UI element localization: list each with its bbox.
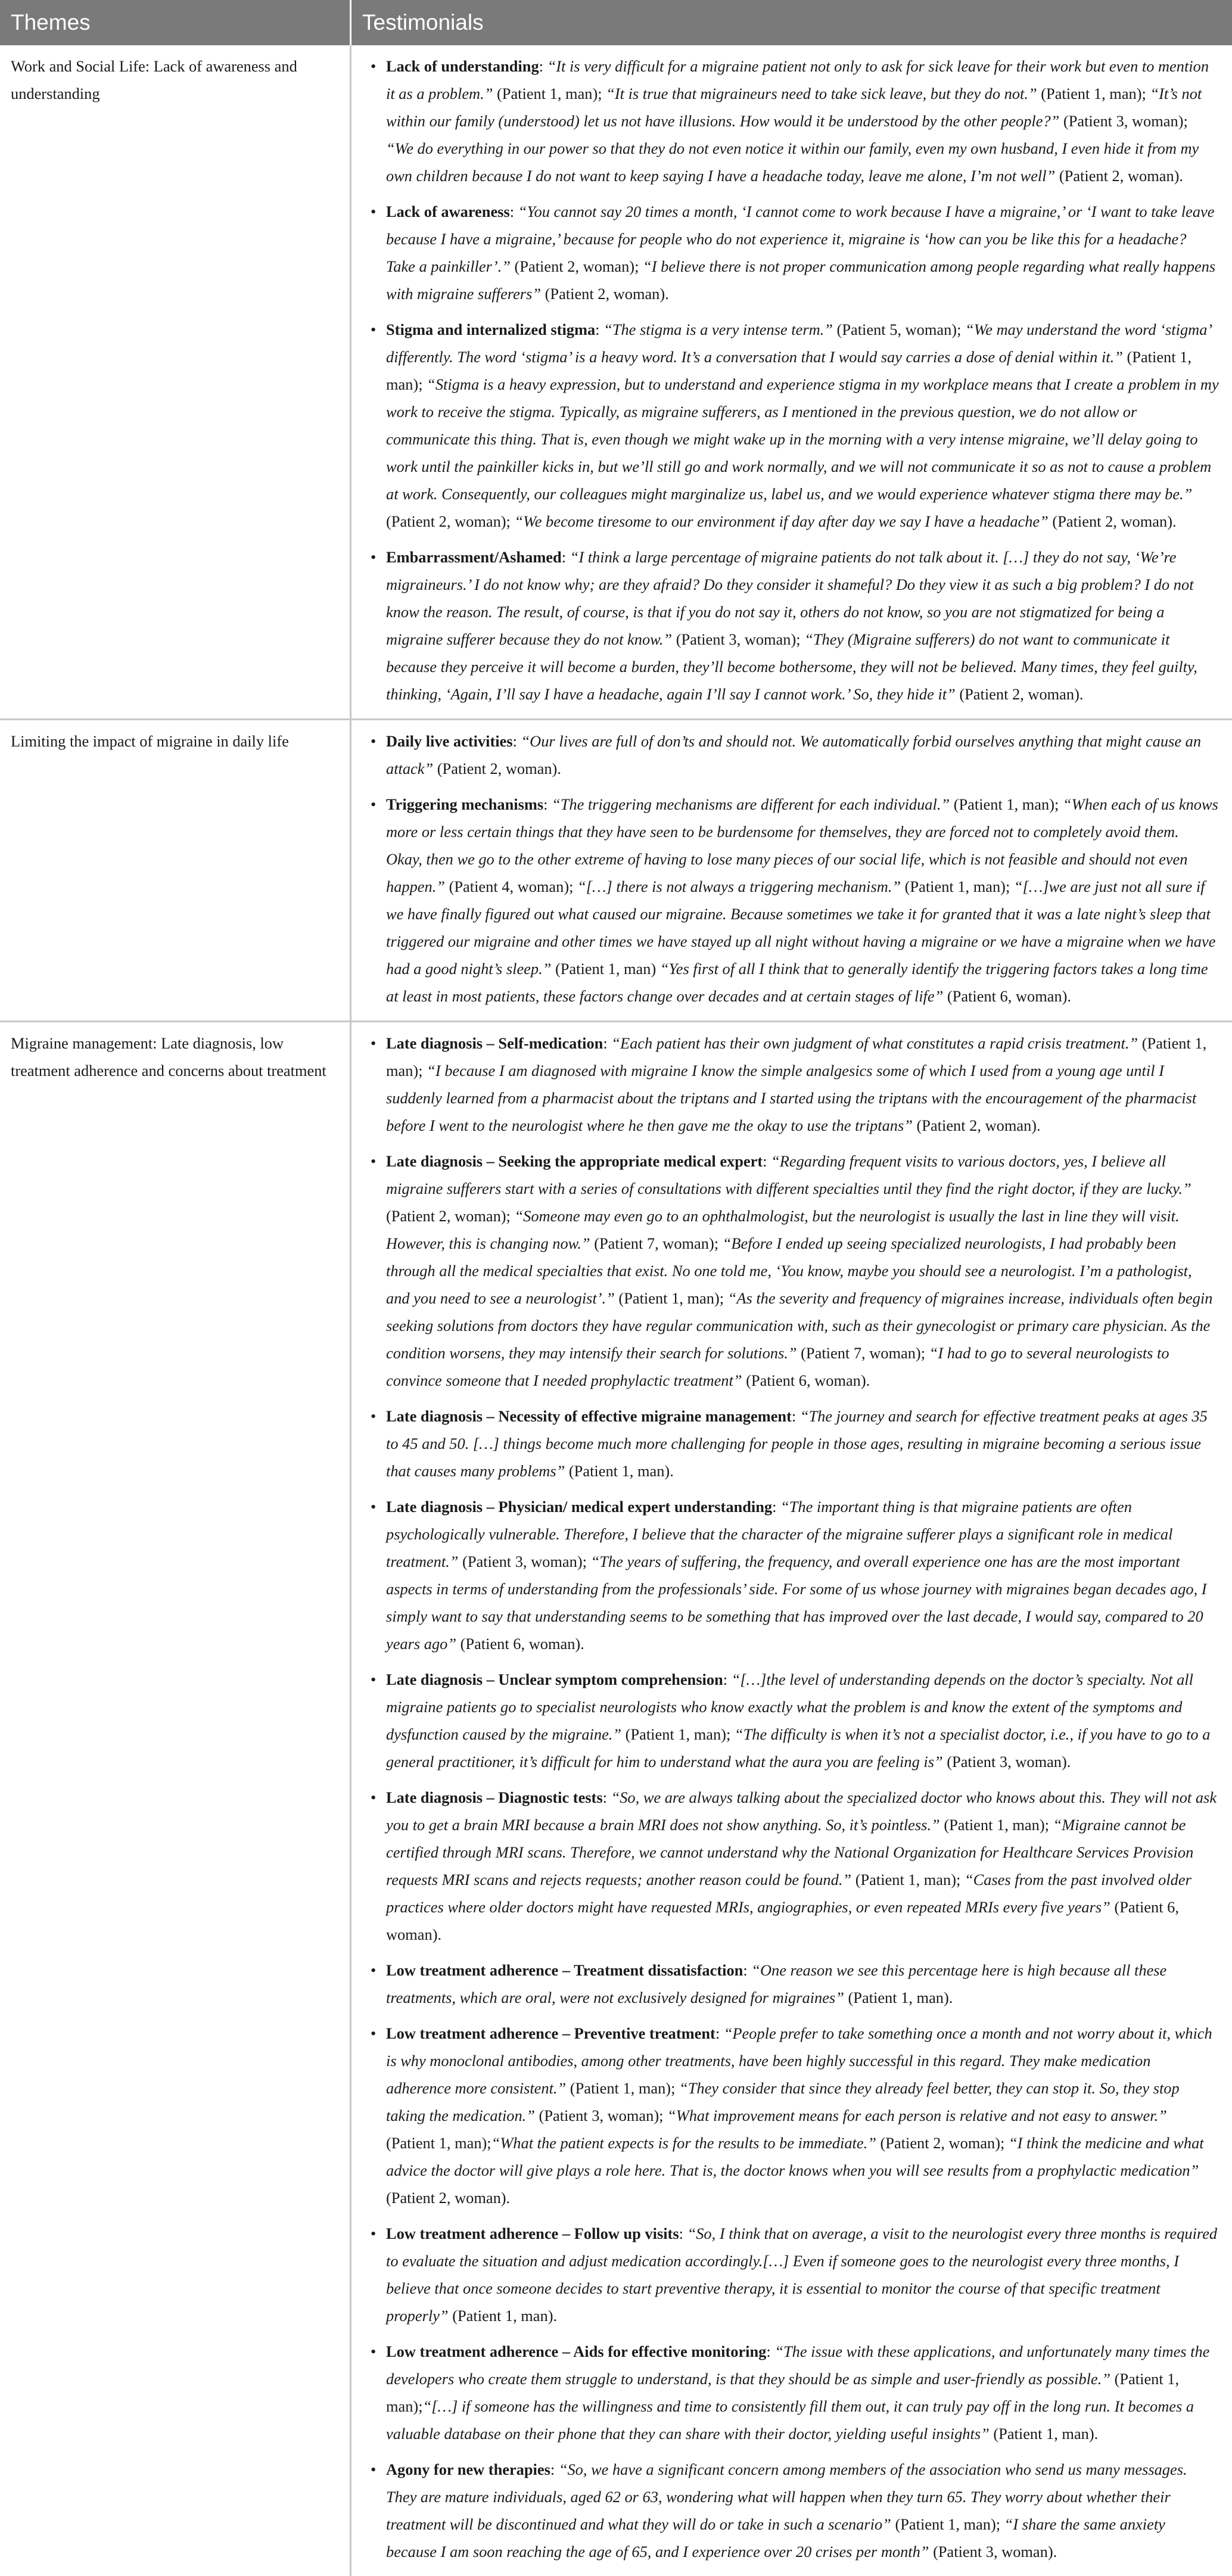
subtheme-label: Agony for new therapies: [386, 2460, 550, 2478]
testimonial-quote: : “[…]the level of understanding depends on the doctor’s specialty. Not all migraine patients go to specialist neurologists who know exactly what the problem is and know the extent of the symptoms and dysfunction caused by the migraine.” (Patient 1, man); “The difficulty is when it’s not a specialist doctor, i.e., if you have to go to a general practitioner, it’s difficult for him to understand what the aura you are feeling is” (Patient 3, woman).: [386, 1670, 1210, 1771]
bullet-icon: •: [371, 198, 376, 225]
testimonial-item: [386, 1784, 1219, 1948]
testimonial-item: [386, 727, 1219, 782]
testimonial-quote: : “Our lives are full of don’ts and should not. We automatically forbid ourselves anything that might cause an attack” (Patient 2, woman).: [386, 732, 1201, 777]
testimonial-quote: : “It is very difficult for a migraine patient not only to ask for sick leave for their work but even to mention it as a problem.” (Patient 1, man); “It is true that migraineurs need to take sick leave, but they do not.” (Patient 1, man); “It’s not within our family (understood) let us not have illusions. How would it be understood by the other people?” (Patient 3, woman); “We do everything in our power so that they do not even notice it within our family, even my own husband, I even hide it from my own children because I do not want to keep saying I have a headache today, leave me alone, I’m not well” (Patient 2, woman).: [386, 57, 1209, 185]
testimonial-quote: : “Each patient has their own judgment of what constitutes a rapid crisis treatment.” (Patient 1, man); “I because I am diagnosed with migraine I know the simple analgesics some of which I used from a young age until I suddenly learned from a pharmacist about the triptans and I started using the triptans with the encouragement of the pharmacist before I went to the neurologist where he then gave me the okay to use the triptans” (Patient 2, woman).: [386, 1034, 1206, 1134]
testimonials-cell: [351, 45, 1232, 720]
testimonial-item: [386, 1956, 1219, 2011]
table-row: [0, 1022, 1232, 2576]
bullet-icon: •: [371, 2020, 376, 2047]
testimonial-list: [369, 52, 1219, 708]
subtheme-label: Low treatment adherence – Follow up visits: [386, 2225, 679, 2242]
bullet-icon: •: [371, 2456, 376, 2483]
testimonial-item: [386, 2456, 1219, 2565]
testimonial-quote: : “The journey and search for effective treatment peaks at ages 35 to 45 and 50. […] things become much more challenging for people in those ages, resulting in migraine becoming a serious issue that causes many problems” (Patient 1, man).: [386, 1407, 1208, 1480]
testimonial-item: [386, 2020, 1219, 2211]
testimonial-quote: : “The triggering mechanisms are different for each individual.” (Patient 1, man); “When each of us knows more or less certain things that they have seen to be burdensome for themselves, they are forced not to completely avoid them. Okay, then we go to the other extreme of having to lose many pieces of our social life, which is not feasible and should not even happen.” (Patient 4, woman); “[…] there is not always a triggering mechanism.” (Patient 1, man); “[…]we are just not all sure if we have finally figured out what caused our migraine. Because sometimes we take it for granted that it was a late night’s sleep that triggered our migraine and other times we have stayed up all night without having a migraine or we have a migraine when we have had a good night’s sleep.” (Patient 1, man) “Yes first of all I think that to generally identify the triggering factors takes a long time at least in most patients, these factors change over decades and at certain stages of life” (Patient 6, woman).: [386, 795, 1218, 1005]
testimonial-item: [386, 2338, 1219, 2447]
testimonial-list: [369, 1029, 1219, 2565]
bullet-icon: •: [371, 1956, 376, 1984]
testimonial-quote: : “I think a large percentage of migraine patients do not talk about it. […] they do not say, ‘We’re migraineurs.’ I do not know why; are they afraid? Do they consider it shameful? Do they view it as such a big problem? I do not know the reason. The result, of course, is that if you do not say it, others do not know, so you are not stigmatized for being a migraine sufferer because they do not know.” (Patient 3, woman); “They (Migraine sufferers) do not want to communicate it because they perceive it will become a burden, they’ll become bothersome, they will not be believed. Many times, they feel guilty, thinking, ‘Again, I’ll say I have a headache, again I’ll say I cannot work.’ So, they hide it” (Patient 2, woman).: [386, 548, 1197, 703]
testimonials-cell: [351, 720, 1232, 1022]
testimonial-item: [386, 1147, 1219, 1394]
testimonial-item: [386, 791, 1219, 1010]
testimonial-quote: : “One reason we see this percentage here is high because all these treatments, which are oral, were not exclusively designed for migraines” (Patient 1, man).: [386, 1961, 1166, 2006]
bullet-icon: •: [371, 791, 376, 818]
testimonial-item: [386, 316, 1219, 535]
table-row: [0, 45, 1232, 720]
subtheme-label: Late diagnosis – Diagnostic tests: [386, 1788, 603, 1806]
subtheme-label: Triggering mechanisms: [386, 795, 543, 813]
bullet-icon: •: [371, 1493, 376, 1520]
subtheme-label: Lack of understanding: [386, 57, 539, 75]
testimonial-quote: : “You cannot say 20 times a month, ‘I cannot come to work because I have a migraine,’ or ‘I want to take leave because I have a migraine,’ because for people who do not experience it, migraine is ‘how can you be like this for a headache? Take a painkiller’.” (Patient 2, woman); “I believe there is not proper communication among people regarding what really happens with migraine sufferers” (Patient 2, woman).: [386, 203, 1215, 303]
testimonial-item: [386, 198, 1219, 307]
bullet-icon: •: [371, 2338, 376, 2365]
subtheme-label: Late diagnosis – Necessity of effective migraine management: [386, 1407, 792, 1425]
testimonial-item: [386, 1493, 1219, 1657]
testimonials-column-header: Testimonials: [351, 0, 1232, 45]
testimonial-quote: : “People prefer to take something once a month and not worry about it, which is why monoclonal antibodies, among other treatments, have been highly successful in this regard. They make medication adherence more consistent.” (Patient 1, man); “They consider that since they already feel better, they can stop it. So, they stop taking the medication.” (Patient 3, woman); “What improvement means for each person is relative and not easy to answer.” (Patient 1, man);“What the patient expects is for the results to be immediate.” (Patient 2, woman); “I think the medicine and what advice the doctor will give plays a role here. That is, the doctor knows when you will see results from a prophylactic medication” (Patient 2, woman).: [386, 2024, 1212, 2207]
testimonial-quote: : “The stigma is a very intense term.” (Patient 5, woman); “We may understand the word ‘stigma’ differently. The word ‘stigma’ is a heavy word. It’s a conversation that I would say carries a dose of denial within it.” (Patient 1, man); “Stigma is a heavy expression, but to understand and experience stigma in my workplace means that I create a problem in my work to receive the stigma. Typically, as migraine sufferers, as I mentioned in the previous question, we do not allow or communicate this thing. That is, even though we might wake up in the morning with a very intense migraine, we’ll delay going to work until the painkiller kicks in, but we’ll still go and work normally, and we will not communicate it so as not to cause a problem at work. Consequently, our colleagues might marginalize us, label us, and we would experience whatever stigma there may be.” (Patient 2, woman); “We become tiresome to our environment if day after day we say I have a headache” (Patient 2, woman).: [386, 321, 1219, 530]
testimonial-list: [369, 727, 1219, 1010]
testimonial-item: [386, 1029, 1219, 1139]
subtheme-label: Late diagnosis – Unclear symptom comprehension: [386, 1670, 723, 1688]
testimonial-item: [386, 543, 1219, 708]
theme-cell: Work and Social Life: Lack of awareness and understanding: [0, 45, 351, 720]
testimonial-quote: : “The important thing is that migraine patients are often psychologically vulnerable. Therefore, I believe that the character of the migraine sufferer plays a significant role in medical treatment.” (Patient 3, woman); “The years of suffering, the frequency, and overall experience one has are the most important aspects in terms of understanding from the professionals’ side. For some of us whose journey with migraines began decades ago, I simply want to say that understanding seems to be something that has improved over the last decade, I would say, compared to 20 years ago” (Patient 6, woman).: [386, 1498, 1207, 1653]
testimonial-item: [386, 1666, 1219, 1775]
bullet-icon: •: [371, 1666, 376, 1693]
subtheme-label: Daily live activities: [386, 732, 513, 750]
subtheme-label: Low treatment adherence – Treatment dissatisfaction: [386, 1961, 743, 1979]
bullet-icon: •: [371, 1784, 376, 1811]
testimonial-item: [386, 52, 1219, 189]
bullet-icon: •: [371, 316, 376, 343]
bullet-icon: •: [371, 1402, 376, 1430]
themes-column-header: Themes: [0, 0, 351, 45]
testimonials-cell: [351, 1022, 1232, 2576]
bullet-icon: •: [371, 1029, 376, 1057]
testimonial-quote: : “Regarding frequent visits to various doctors, yes, I believe all migraine sufferers start with a series of consultations with different specialties until they find the right doctor, if they are lucky.” (Patient 2, woman); “Someone may even go to an ophthalmologist, but the neurologist is usually the last in line they will visit. However, this is changing now.” (Patient 7, woman); “Before I ended up seeing specialized neurologists, I had probably been through all the medical specialties that exist. No one told me, ‘You know, maybe you should see a neurologist. I’m a pathologist, and you need to see a neurologist’.” (Patient 1, man); “As the severity and frequency of migraines increase, individuals often begin seeking solutions from doctors they have regular communication with, such as their gynecologist or primary care physician. As the condition worsens, they may intensify their search for solutions.” (Patient 7, woman); “I had to go to several neurologists to convince someone that I needed prophylactic treatment” (Patient 6, woman).: [386, 1152, 1212, 1389]
testimonial-item: [386, 2220, 1219, 2329]
bullet-icon: •: [371, 52, 376, 80]
subtheme-label: Late diagnosis – Self-medication: [386, 1034, 603, 1052]
theme-cell: Limiting the impact of migraine in daily life: [0, 720, 351, 1022]
subtheme-label: Late diagnosis – Physician/ medical expert understanding: [386, 1498, 772, 1516]
testimonial-quote: : “The issue with these applications, and unfortunately many times the developers who create them struggle to understand, is that they should be as simple and user-friendly as possible.” (Patient 1, man);“[…] if someone has the willingness and time to consistently fill them out, it can truly pay off in the long run. It becomes a valuable database on their phone that they can share with their doctor, yielding useful insights” (Patient 1, man).: [386, 2342, 1209, 2443]
bullet-icon: •: [371, 2220, 376, 2247]
subtheme-label: Embarrassment/Ashamed: [386, 548, 562, 566]
table-header-row: [0, 0, 1232, 45]
testimonial-quote: : “So, I think that on average, a visit to the neurologist every three months is required to evaluate the situation and adjust medication accordingly.[…] Even if someone goes to the neurologist every three months, I believe that once someone decides to start preventive therapy, it is essential to monitor the course of that specific treatment properly” (Patient 1, man).: [386, 2225, 1217, 2325]
theme-cell: Migraine management: Late diagnosis, low treatment adherence and concerns about treatment: [0, 1022, 351, 2576]
testimonial-item: [386, 1402, 1219, 1485]
table-row: [0, 720, 1232, 1022]
table-body: [0, 45, 1232, 2576]
bullet-icon: •: [371, 543, 376, 571]
bullet-icon: •: [371, 1147, 376, 1175]
subtheme-label: Low treatment adherence – Preventive treatment: [386, 2024, 715, 2042]
subtheme-label: Lack of awareness: [386, 203, 510, 220]
testimonial-quote: : “So, we have a significant concern among members of the association who send us many messages. They are mature individuals, aged 62 or 63, wondering what will happen when they turn 65. They worry about whether their treatment will be discontinued and what they will do or take in such a scenario” (Patient 1, man); “I share the same anxiety because I am soon reaching the age of 65, and I experience over 20 crises per month” (Patient 3, woman).: [386, 2460, 1187, 2561]
bullet-icon: •: [371, 727, 376, 755]
subtheme-label: Late diagnosis – Seeking the appropriate medical expert: [386, 1152, 763, 1170]
subtheme-label: Low treatment adherence – Aids for effective monitoring: [386, 2342, 766, 2360]
testimonial-quote: : “So, we are always talking about the specialized doctor who knows about this. They will not ask you to get a brain MRI because a brain MRI does not show anything. So, it’s pointless.” (Patient 1, man); “Migraine cannot be certified through MRI scans. Therefore, we cannot understand why the National Organization for Healthcare Services Provision requests MRI scans and rejects requests; another reason could be found.” (Patient 1, man); “Cases from the past involved older practices where older doctors might have requested MRIs, angiographies, or even repeated MRIs every five years” (Patient 6, woman).: [386, 1788, 1217, 1943]
subtheme-label: Stigma and internalized stigma: [386, 321, 595, 338]
